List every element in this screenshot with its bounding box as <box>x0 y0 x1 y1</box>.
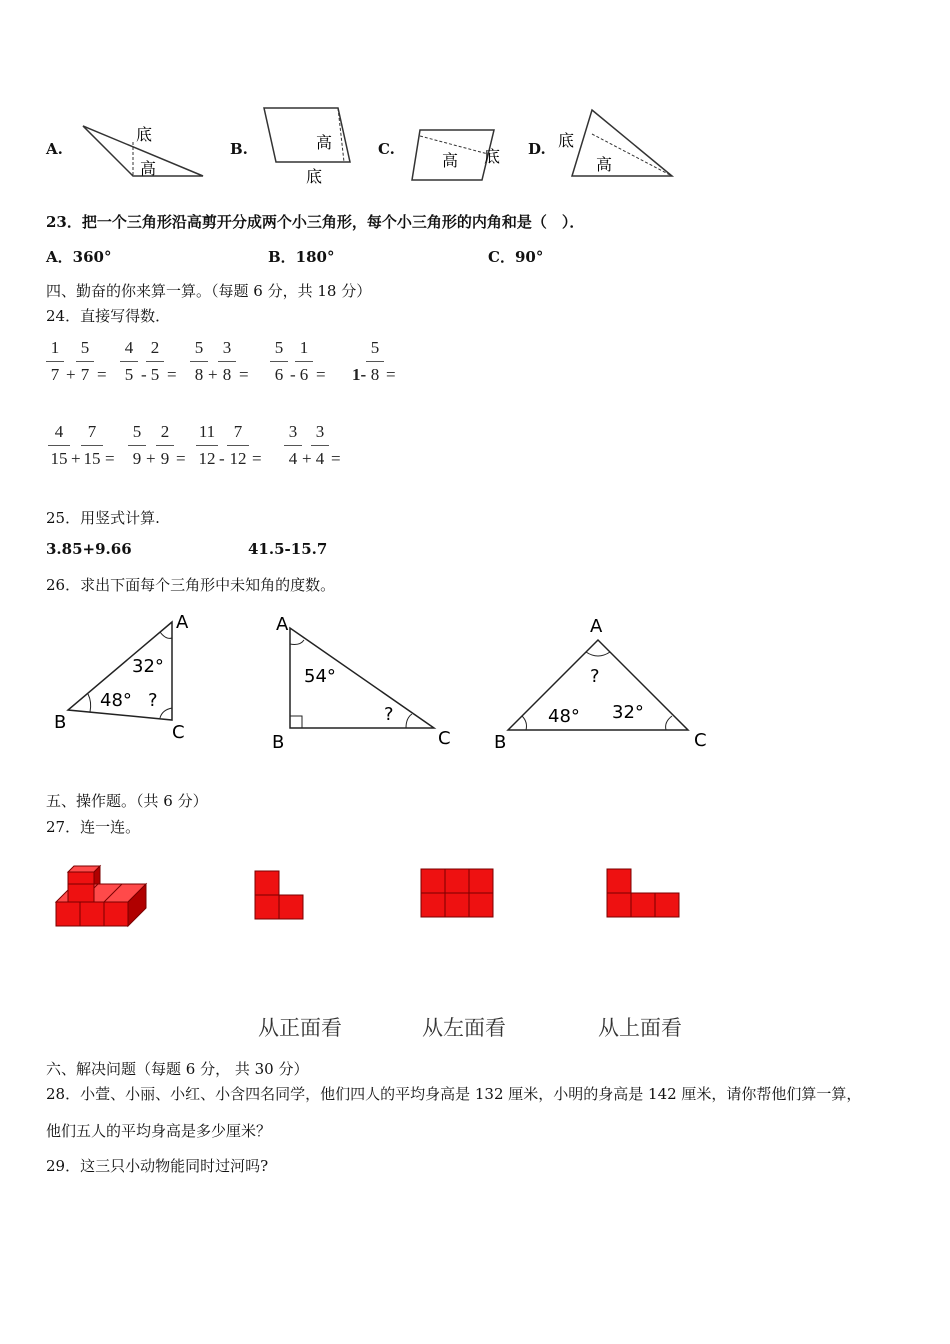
tri3-angle-c: 32° <box>612 702 644 723</box>
option-c-figure <box>408 122 508 186</box>
option-d-letter: D. <box>528 140 546 158</box>
option-a-di-label: 底 <box>136 125 153 144</box>
option-b-gao-label: 高 <box>316 133 333 152</box>
q23-option-c: C．90° <box>488 248 544 266</box>
option-d-gao-label: 高 <box>596 155 613 174</box>
view-label-top: 从上面看 <box>598 1016 682 1040</box>
tri1-label-b: B <box>54 712 67 733</box>
option-d-di-label: 底 <box>558 131 575 150</box>
q28-line-1: 28．小萱、小丽、小红、小含四名同学，他们四人的平均身高是 132 厘米，小明的身高是 142 厘米，请你帮他们算一算， <box>46 1085 862 1103</box>
view-label-front: 从正面看 <box>258 1016 342 1040</box>
tri2-unknown: ? <box>384 704 394 725</box>
q29-text: 29．这三只小动物能同时过河吗? <box>46 1157 269 1175</box>
section4-title: 四、勤奋的你来算一算。（每题 6 分，共 18 分） <box>46 282 372 300</box>
q24-item-9: 3 4 + 3 4 = <box>284 422 354 472</box>
q24-item-4: 5 6 - 1 6 = <box>270 338 340 388</box>
tri2-angle-a: 54° <box>304 666 336 687</box>
option-c-gao-label: 高 <box>442 151 459 170</box>
q27-view-shape-1 <box>254 870 306 922</box>
q25-title: 25．用竖式计算. <box>46 509 160 527</box>
view-label-left: 从左面看 <box>422 1016 506 1040</box>
option-b-figure <box>258 104 358 188</box>
tri2-label-b: B <box>272 732 285 750</box>
tri2-label-a: A <box>276 614 289 635</box>
option-b-letter: B. <box>230 140 248 158</box>
option-a-figure <box>78 118 208 182</box>
q24-item-6: 4 15 + 7 15 = <box>46 422 126 472</box>
tri3-unknown: ? <box>590 666 600 687</box>
q24-item-8: 11 12 - 7 12 = <box>196 422 276 472</box>
q24-item-2: 4 5 - 2 5 = <box>120 338 190 388</box>
q28-line-2: 他们五人的平均身高是多少厘米？ <box>46 1122 272 1140</box>
tri1-angle-b: 48° <box>100 690 132 711</box>
option-a-gao-label: 高 <box>140 159 157 178</box>
tri3-label-a: A <box>590 616 603 637</box>
q27-view-shape-2 <box>420 868 496 920</box>
q27-cube-stack <box>52 854 152 930</box>
q25-expr-2: 41.5-15.7 <box>248 540 328 558</box>
tri2-label-c: C <box>438 728 451 749</box>
option-c-letter: C. <box>378 140 395 158</box>
q26-triangle-2 <box>266 610 466 750</box>
q26-triangle-3 <box>492 612 722 752</box>
q24-item-5: 1- 5 8 = <box>352 338 396 384</box>
section5-title: 五、操作题。（共 6 分） <box>46 792 208 810</box>
q24-item-3: 5 8 + 3 8 = <box>190 338 260 388</box>
section6-title: 六、解决问题（每题 6 分， 共 30 分） <box>46 1060 309 1078</box>
tri3-label-b: B <box>494 732 507 752</box>
q26-title: 26．求出下面每个三角形中未知角的度数。 <box>46 576 336 594</box>
tri1-label-c: C <box>172 722 185 743</box>
option-d-figure <box>554 106 678 184</box>
q23-option-b: B．180° <box>268 248 335 266</box>
tri1-label-a: A <box>176 612 189 633</box>
option-c-di-label: 底 <box>484 147 501 166</box>
q23-text: 23．把一个三角形沿高剪开分成两个小三角形，每个小三角形的内角和是（ ）． <box>46 213 585 231</box>
q24-item-7: 5 9 + 2 9 = <box>128 422 198 472</box>
q23-option-a: A．360° <box>46 248 112 266</box>
tri1-unknown: ? <box>148 690 158 711</box>
q25-expr-1: 3.85+9.66 <box>46 540 132 558</box>
q27-title: 27．连一连。 <box>46 818 141 836</box>
q24-item-1: 1 7 + 5 7 = <box>46 338 116 388</box>
q26-triangle-1 <box>48 608 208 748</box>
tri3-label-c: C <box>694 730 707 751</box>
q27-view-shape-3 <box>606 868 682 920</box>
q24-title: 24．直接写得数． <box>46 307 171 325</box>
option-a-letter: A. <box>46 140 63 158</box>
tri3-angle-b: 48° <box>548 706 580 727</box>
tri1-angle-a: 32° <box>132 656 164 677</box>
option-b-di-label: 底 <box>306 167 323 186</box>
